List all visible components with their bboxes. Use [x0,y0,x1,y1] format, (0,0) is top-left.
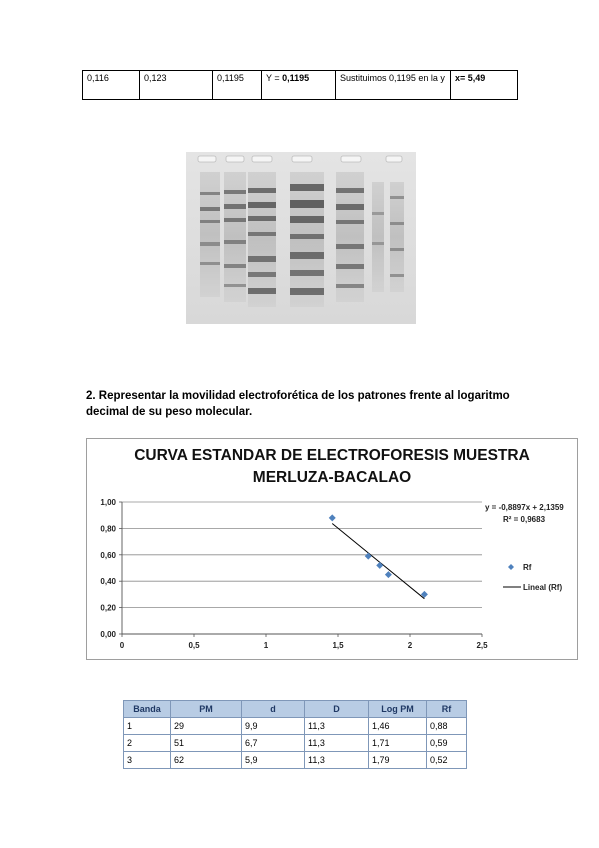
table-cell: 2 [124,735,171,752]
table-cell: 62 [171,752,242,769]
table-cell: 6,7 [242,735,305,752]
table-cell: 0,59 [427,735,467,752]
column-header: d [242,701,305,718]
trendline [332,524,424,599]
chart-title-line-1: CURVA ESTANDAR DE ELECTROFORESIS MUESTRA [134,447,530,464]
table-cell: 0,123 [140,71,213,100]
table-cell: Sustituimos 0,1195 en la y [336,71,451,100]
data-point [329,514,336,521]
column-header: D [305,701,369,718]
section-heading: 2. Representar la movilidad electroforética de los patrones frente al logaritmo decimal de su peso molecular. [86,390,510,418]
table-cell: x= 5,49 [451,71,518,100]
y-label: Y = [266,73,283,83]
table-cell: 51 [171,735,242,752]
table-cell: 1 [124,718,171,735]
table-row [124,718,467,735]
x-tick-label: 2 [407,641,413,650]
legend-marker-rf [508,564,514,570]
column-header: Banda [124,701,171,718]
table-row [124,752,467,769]
table-cell: 1,46 [369,718,427,735]
table-row [124,735,467,752]
column-header: Log PM [369,701,427,718]
y-tick-label: 1,00 [100,498,116,507]
table-cell: 9,9 [242,718,305,735]
table-cell [262,71,336,100]
y-tick-label: 0,40 [100,577,116,587]
x-tick-label: 2,5 [476,641,488,650]
y-tick-label: 0,80 [100,524,116,534]
y-tick-label: 0,60 [100,550,116,560]
table-header-row [124,701,467,718]
chart-svg [87,439,577,659]
column-header: PM [171,701,242,718]
y-tick-label: 0,00 [100,630,116,639]
x-tick-label: 1 [263,641,269,650]
y-value: 0,1195 [282,73,310,83]
table-cell: 5,9 [242,752,305,769]
table-cell: 0,116 [83,71,140,100]
table-cell: 1,71 [369,735,427,752]
data-point [376,562,383,569]
legend-label-rf: Rf [523,563,532,572]
column-header: Rf [427,701,467,718]
y-tick-label: 0,20 [100,603,116,613]
electrophoresis-gel-image [186,152,416,324]
trendline-equation: y = -0,8897x + 2,1359 [485,503,564,512]
table-row [83,71,518,100]
table-cell: 1,79 [369,752,427,769]
legend-label-lineal: Lineal (Rf) [523,583,563,592]
table-cell: 11,3 [305,752,369,769]
x-tick-label: 0,5 [188,641,200,650]
table-cell: 11,3 [305,735,369,752]
x-tick-label: 1,5 [332,641,344,650]
data-point [385,571,392,578]
data-point [365,553,372,560]
r-squared: R² = 0,9683 [503,515,546,524]
table-cell: 0,88 [427,718,467,735]
bands-table [123,700,467,769]
table-cell: 0,52 [427,752,467,769]
table-cell: 3 [124,752,171,769]
x-tick-label: 0 [119,641,125,650]
chart-title-line-2: MERLUZA-BACALAO [252,469,412,486]
table-cell: 0,1195 [213,71,262,100]
results-table [82,70,518,100]
chart-area [86,438,578,660]
table-cell: 11,3 [305,718,369,735]
table-cell: 29 [171,718,242,735]
